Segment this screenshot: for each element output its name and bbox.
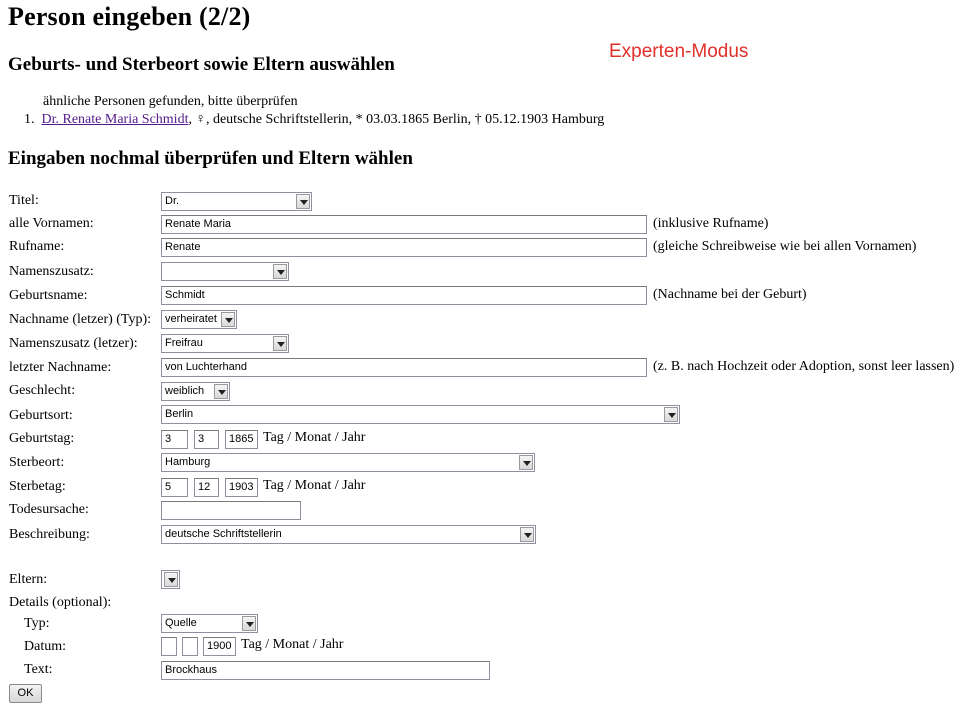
namenszusatz-select[interactable] [161,262,289,281]
sterbetag-month-input[interactable]: 12 [194,478,219,497]
geschlecht-label: Geschlecht: [9,383,76,398]
chevron-down-icon [296,194,310,209]
geschlecht-select[interactable] [161,382,230,401]
details-datum-label: Datum: [24,639,66,654]
similar-list-item [24,112,604,128]
similar-note: ähnliche Personen gefunden, bitte überprüfen [43,94,298,109]
similar-person-link[interactable]: Dr. Renate Maria Schmidt [41,112,189,127]
geburtsname-hint: (Nachname bei der Geburt) [653,287,807,302]
geburtstag-format-hint: Tag / Monat / Jahr [263,430,366,445]
namenszusatz-letzer-select[interactable] [161,334,289,353]
titel-select[interactable] [161,192,312,211]
letzter-nachname-input[interactable]: von Luchterhand [161,358,647,377]
chevron-down-icon [520,527,534,542]
sterbetag-day-input[interactable]: 5 [161,478,188,497]
geburtsname-label: Geburtsname: [9,288,88,303]
rufname-label: Rufname: [9,239,65,254]
similar-person-details: , ♀, deutsche Schriftstellerin, * 03.03.1865 Berlin, † 05.12.1903 Hamburg [188,112,605,127]
section-heading: Eingaben nochmal überprüfen und Eltern wählen [8,148,413,169]
rufname-hint: (gleiche Schreibweise wie bei allen Vornamen) [653,239,917,254]
chevron-down-icon [664,407,678,422]
chevron-down-icon [164,572,178,587]
page-subtitle: Geburts- und Sterbeort sowie Eltern auswählen [8,54,395,75]
details-typ-label: Typ: [24,616,50,631]
details-typ-select[interactable] [161,614,258,633]
namenszusatz-label: Namenszusatz: [9,264,94,279]
eltern-label: Eltern: [9,572,48,587]
letzter-nachname-label: letzter Nachname: [9,360,112,375]
details-typ-value: Quelle [165,617,197,629]
titel-value: Dr. [165,195,180,207]
geburtsort-label: Geburtsort: [9,408,73,423]
beschreibung-value: deutsche Schriftstellerin [165,528,282,540]
chevron-down-icon [273,336,287,351]
mode-indicator: Experten-Modus [609,41,749,62]
sterbetag-format-hint: Tag / Monat / Jahr [263,478,366,493]
beschreibung-label: Beschreibung: [9,527,90,542]
nachname-typ-value: verheiratet [165,313,217,325]
details-text-input[interactable]: Brockhaus [161,661,490,680]
nachname-typ-select[interactable] [161,310,237,329]
titel-label: Titel: [9,193,39,208]
sterbeort-value: Hamburg [165,456,211,468]
chevron-down-icon [221,312,235,327]
todesursache-label: Todesursache: [9,502,89,517]
details-datum-month-input[interactable] [182,637,198,656]
details-datum-year-input[interactable]: 1900 [203,637,236,656]
chevron-down-icon [519,455,533,470]
details-text-label: Text: [24,662,53,677]
chevron-down-icon [273,264,287,279]
letzter-nachname-hint: (z. B. nach Hochzeit oder Adoption, sonst leer lassen) [653,359,955,374]
ok-button[interactable]: OK [9,684,42,703]
details-datum-day-input[interactable] [161,637,177,656]
details-datum-format-hint: Tag / Monat / Jahr [241,637,344,652]
chevron-down-icon [214,384,228,399]
eltern-select[interactable] [161,570,180,589]
geburtstag-label: Geburtstag: [9,431,75,446]
rufname-input[interactable]: Renate [161,238,647,257]
vornamen-hint: (inklusive Rufname) [653,216,769,231]
page-title: Person eingeben (2/2) [8,2,251,31]
sterbeort-select[interactable] [161,453,535,472]
sterbeort-label: Sterbeort: [9,455,65,470]
list-number: 1. [24,112,35,127]
namenszusatz-letzer-value: Freifrau [165,337,203,349]
nachname-typ-label: Nachname (letzer) (Typ): [9,312,152,327]
vornamen-label: alle Vornamen: [9,216,94,231]
geburtstag-month-input[interactable]: 3 [194,430,219,449]
details-label: Details (optional): [9,595,112,610]
vornamen-input[interactable]: Renate Maria [161,215,647,234]
chevron-down-icon [242,616,256,631]
geburtsort-select[interactable] [161,405,680,424]
todesursache-input[interactable] [161,501,301,520]
geburtstag-year-input[interactable]: 1865 [225,430,258,449]
geburtsort-value: Berlin [165,408,194,420]
sterbetag-year-input[interactable]: 1903 [225,478,258,497]
beschreibung-select[interactable] [161,525,536,544]
geburtstag-day-input[interactable]: 3 [161,430,188,449]
geburtsname-input[interactable]: Schmidt [161,286,647,305]
sterbetag-label: Sterbetag: [9,479,66,494]
geschlecht-value: weiblich [165,385,205,397]
namenszusatz-letzer-label: Namenszusatz (letzer): [9,336,138,351]
